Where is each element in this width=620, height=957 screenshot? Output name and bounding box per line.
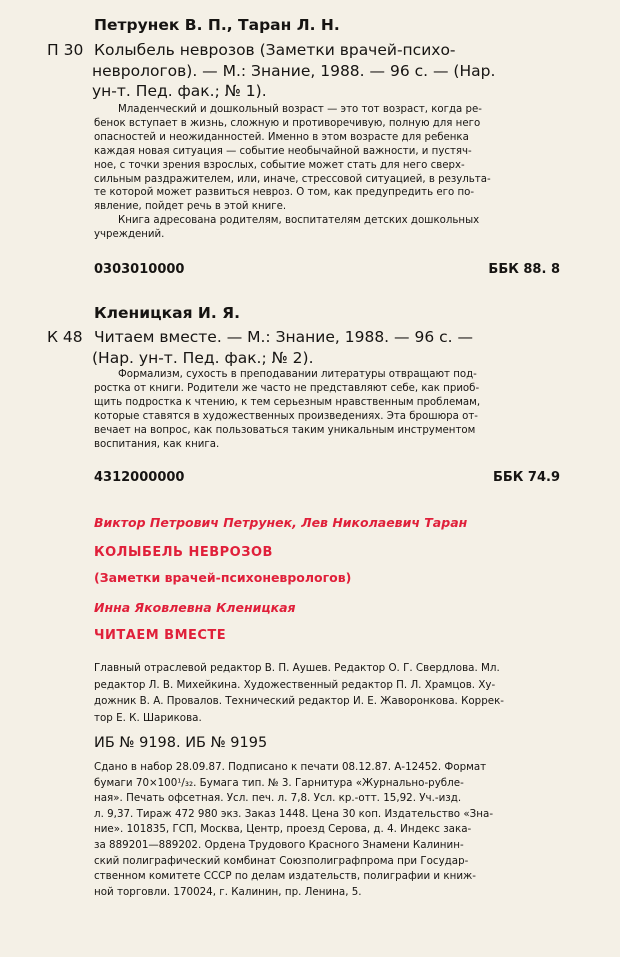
- entry-2-bbk: ББК 74.9: [492, 470, 560, 485]
- annotation-line: Младенческий и дошкольный возраст — это тот возраст, когда ре-: [118, 104, 482, 115]
- entry-1-author: Петрунек В. П., Таран Л. Н.: [94, 16, 340, 34]
- title-line: Читаем вместе. — М.: Знание, 1988. — 96 с. —: [94, 328, 473, 346]
- annotation-line: сильным раздражителем, или, иначе, стрессовой ситуацией, в результа-: [94, 173, 491, 185]
- annotation-line: Книга адресована родителям, воспитателям детских дошкольных: [118, 215, 480, 227]
- entry-2-title: [94, 327, 560, 368]
- ib-numbers: ИБ № 9198. ИБ № 9195: [94, 735, 268, 751]
- title-line: Колыбель неврозов (Заметки врачей-психо-: [94, 41, 456, 59]
- annotation-line: Формализм, сухость в преподавании литературы отвращают под-: [118, 369, 477, 380]
- entry-2-isbn: 4312000000: [94, 470, 185, 485]
- imprint-line: ная». Печать офсетная. Усл. печ. л. 7,8. Усл. кр.-отт. 15,92. Уч.-изд.: [94, 792, 462, 805]
- credits-line: дожник В. А. Провалов. Технический редактор И. Е. Жаворонкова. Коррек-: [94, 695, 505, 707]
- annotation-line: которые ставятся в художественных произведениях. Эта брошюра от-: [94, 410, 478, 422]
- annotation-line: каждая новая ситуация — событие необычайной важности, и пустяч-: [94, 145, 472, 157]
- credits-line: тор Е. К. Шарикова.: [94, 711, 202, 724]
- red-title-2: ЧИТАЕМ ВМЕСТЕ: [94, 628, 227, 643]
- red-subtitle-1: (Заметки врачей-психоневрологов): [94, 570, 352, 585]
- imprint-line: ной торговли. 170024, г. Калинин, пр. Ленина, 5.: [94, 885, 362, 898]
- annotation-line: вечает на вопрос, как пользоваться таким уникальным инструментом: [94, 424, 476, 436]
- red-author-2: Инна Яковлевна Кленицкая: [94, 600, 296, 615]
- annotation-line: ное, с точки зрения взрослых, событие может стать для него сверх-: [94, 159, 465, 171]
- entry-1-annotation: [94, 103, 564, 242]
- red-title-1: КОЛЫБЕЛЬ НЕВРОЗОВ: [94, 545, 273, 560]
- credits: [94, 660, 564, 726]
- imprint-line: за 889201—889202. Ордена Трудового Красного Знамени Калинин-: [94, 838, 464, 851]
- annotation-line: опасностей и неожиданностей. Именно в этом возрасте для ребенка: [94, 131, 469, 143]
- annotation-line: бенок вступает в жизнь, сложную и противоречивую, полную для него: [94, 117, 481, 129]
- imprint-line: бумаги 70×100¹/₃₂. Бумага тип. № 3. Гарнитура «Журнально-рублe-: [94, 776, 464, 789]
- credits-line: редактор Л. В. Михейкина. Художественный редактор П. Л. Храмцов. Ху-: [94, 678, 496, 691]
- imprint-line: ственном комитете СССР по делам издательств, полиграфии и книж-: [94, 870, 477, 883]
- annotation-line: воспитания, как книга.: [94, 438, 220, 450]
- imprint-line: л. 9,37. Тираж 472 980 экз. Заказ 1448. Цена 30 коп. Издательство «Зна-: [94, 807, 494, 820]
- entry-2-code: К 48: [47, 328, 83, 346]
- title-line: неврологов). — М.: Знание, 1988. — 96 с. — (Нар.: [92, 61, 496, 80]
- annotation-line: ростка от книги. Родители же часто не представляют себе, как приоб-: [94, 382, 480, 394]
- title-line: ун-т. Пед. фак.; № 1).: [92, 82, 267, 100]
- imprint-line: ние». 101835, ГСП, Москва, Центр, проезд Серова, д. 4. Индекс зака-: [94, 823, 472, 836]
- entry-2-author: Кленицкая И. Я.: [94, 304, 241, 322]
- entry-1-code: П 30: [47, 41, 84, 59]
- annotation-line: щить подростка к чтению, к тем серьезным нравственным проблемам,: [94, 396, 481, 408]
- imprint: [94, 760, 564, 900]
- credits-line: Главный отраслевой редактор В. П. Аушев. Редактор О. Г. Свердлова. Мл.: [94, 662, 500, 674]
- annotation-line: те которой может развиться невроз. О том, как предупредить его по-: [94, 187, 475, 199]
- entry-1-title: [94, 40, 560, 102]
- entry-2-annotation: [94, 368, 564, 451]
- entry-1-isbn: 0303010000: [94, 262, 185, 277]
- annotation-line: учреждений.: [94, 229, 165, 241]
- imprint-line: ский полиграфический комбинат Союзполиграфпрома при Государ-: [94, 854, 469, 867]
- annotation-line: явление, пойдет речь в этой книге.: [94, 201, 287, 213]
- entry-1-bbk: ББК 88. 8: [488, 262, 560, 277]
- imprint-line: Сдано в набор 28.09.87. Подписано к печати 08.12.87. А-12452. Формат: [94, 761, 487, 773]
- red-authors-1: Виктор Петрович Петрунек, Лев Николаевич Таран: [94, 515, 468, 530]
- title-line: (Нар. ун-т. Пед. фак.; № 2).: [92, 348, 314, 367]
